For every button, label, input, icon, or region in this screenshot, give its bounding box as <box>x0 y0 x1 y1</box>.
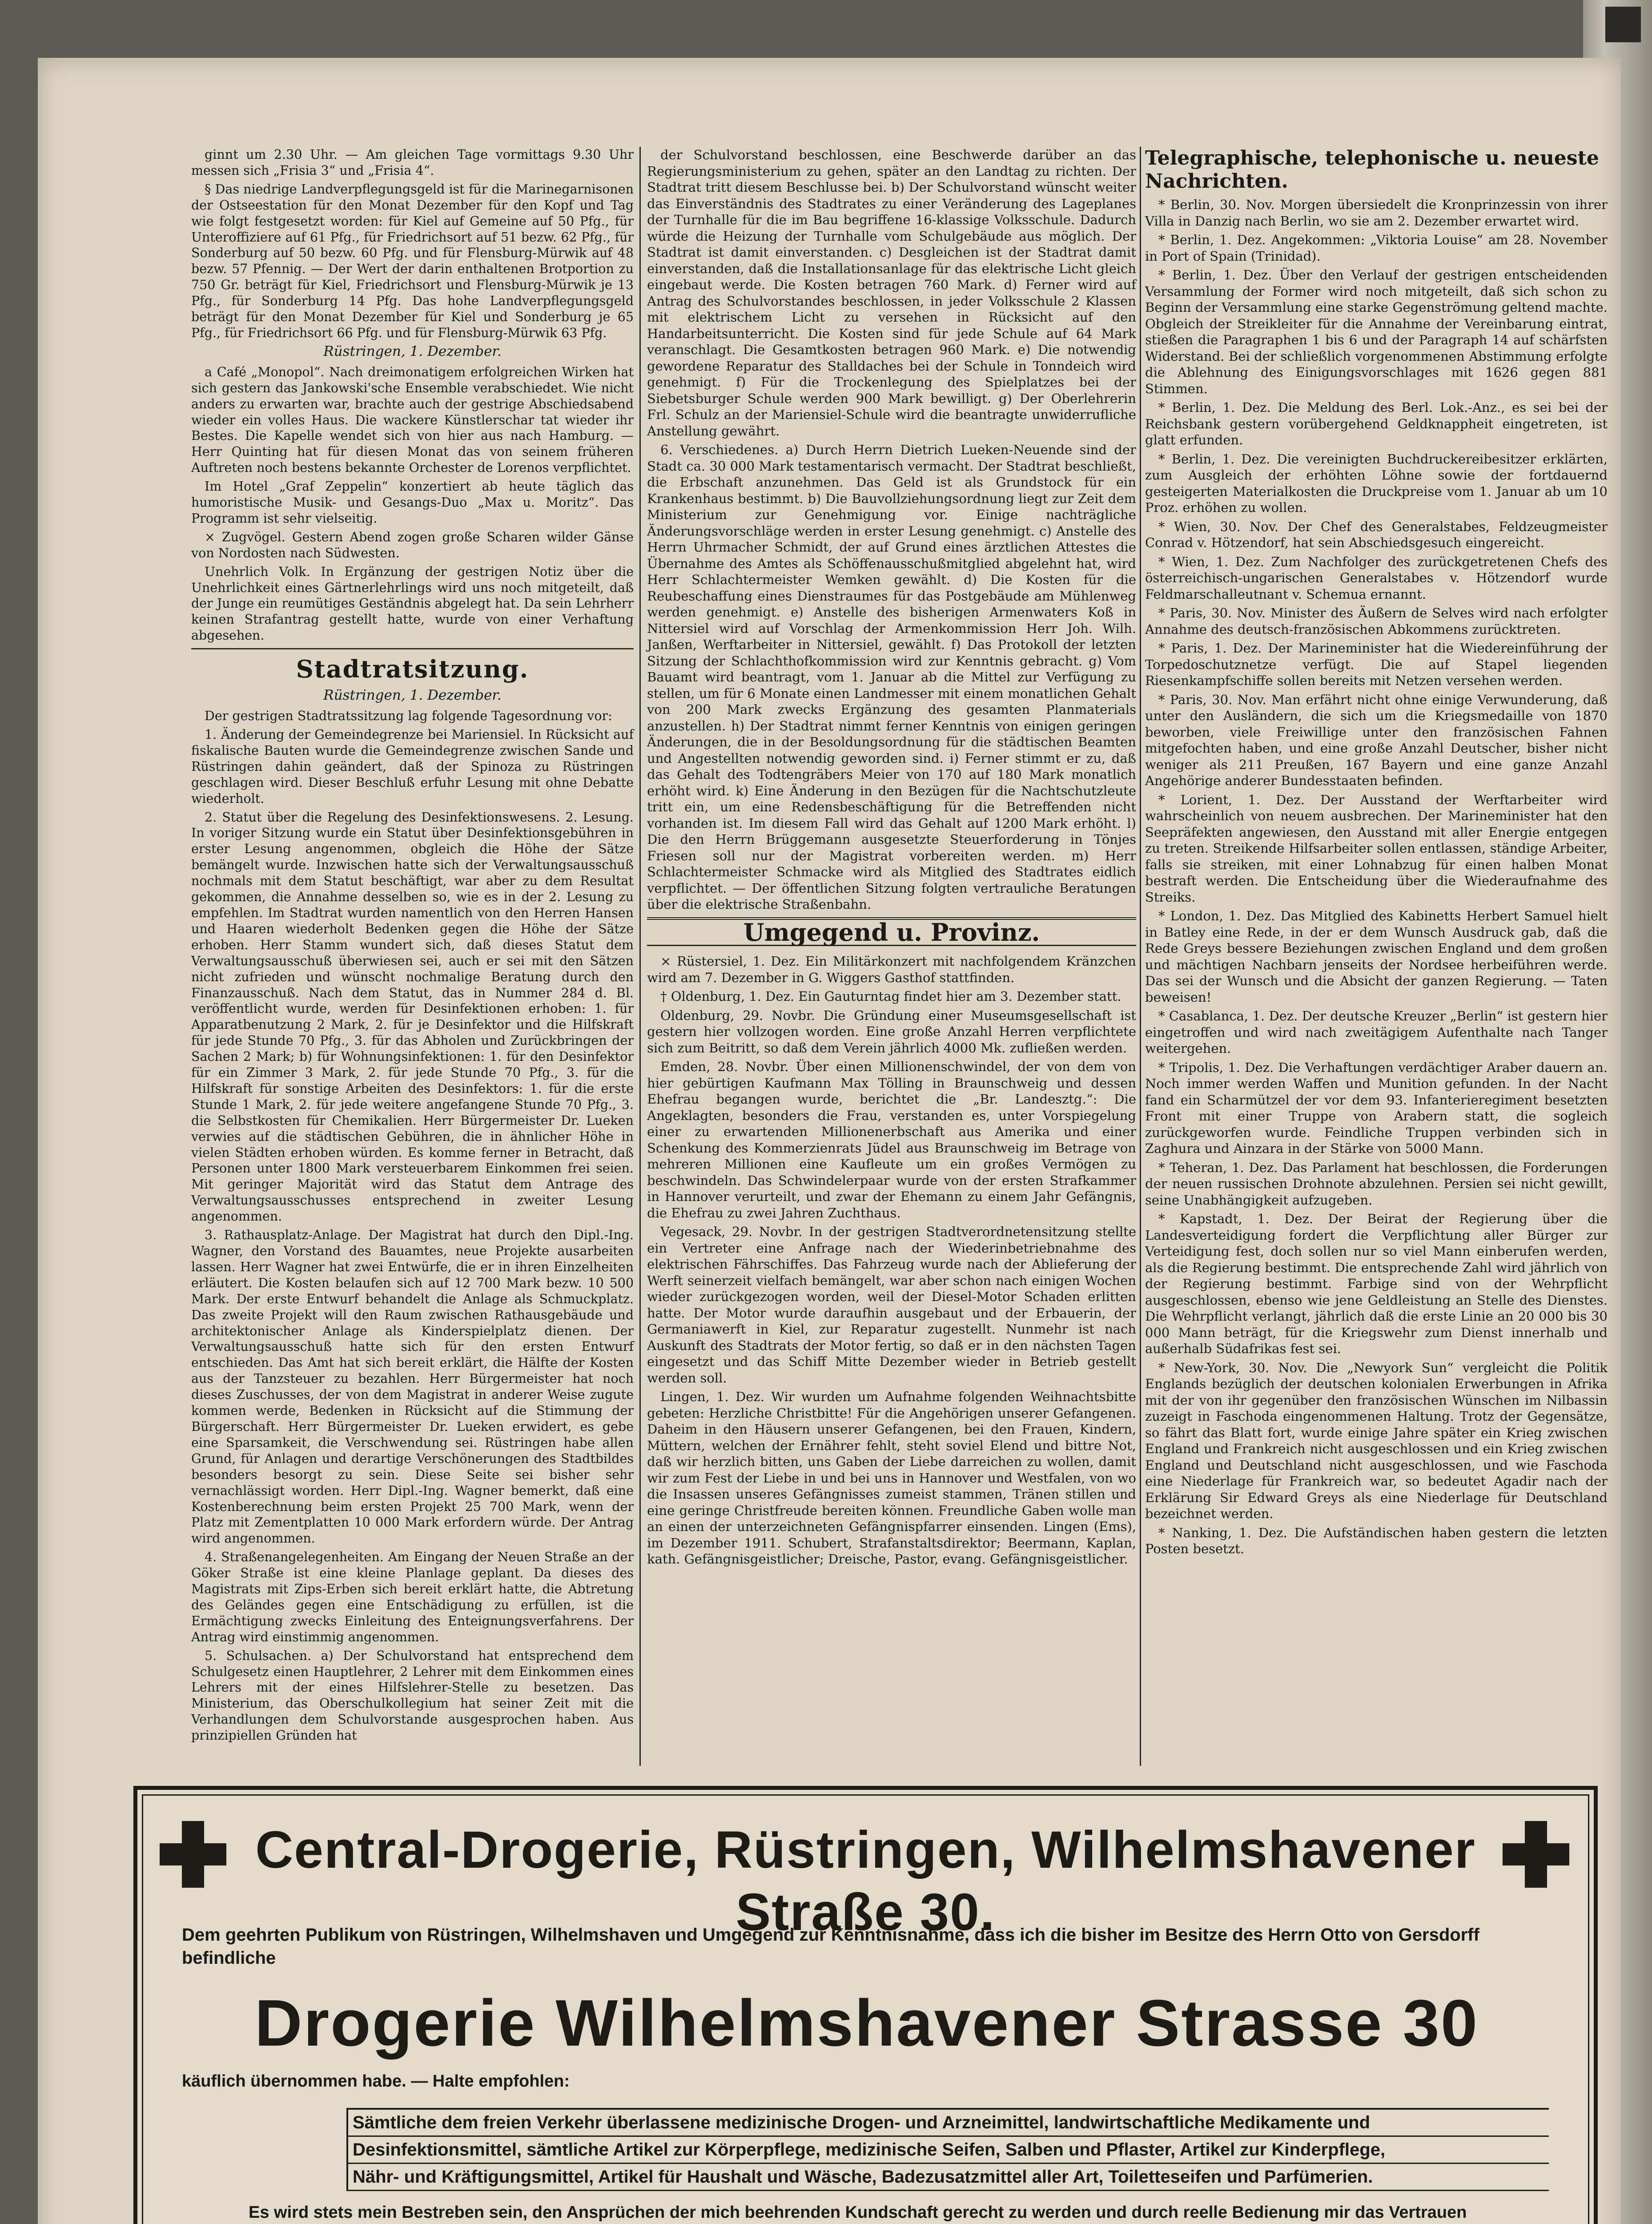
paragraph: Oldenburg, 29. Novbr. Die Gründung einer Museumsgesellschaft ist gestern hier vollzogen worden. Eine große Anzahl Herren verpflichtete sich zum Beitritt, so daß dem Verein jährlich 4000 Mk. zufließen werden. <box>647 1007 1136 1056</box>
paragraph: * Lorient, 1. Dez. Der Ausstand der Werftarbeiter wird wahrscheinlich von neuem ausbrechen. Der Marineminister hat den Seepräfekten angewiesen, den Ausstand mit aller Energie entgegen zu treten. Streikende Hilfsarbeiter sollen entlassen, ständige Arbeiter, falls sie streiken, mit einer Lohnabzug für einen halben Monat bestraft werden. Die Entscheidung über die Wiederaufnahme des Streiks. <box>1145 792 1608 905</box>
paragraph: 2. Statut über die Regelung des Desinfektionswesens. 2. Lesung. In voriger Sitzung wurde ein Statut über Desinfektionsgebühren in erster Lesung angenommen, obgleich die Höhe der Sätze bemängelt wurde. Inzwischen hatte sich der Verwaltungsausschuß nochmals mit dem Statut beschäftigt, war aber zu dem Resultat gekommen, die Annahme desselben so, wie es in der 2. Lesung zu empfehlen. Im Stadtrat wurden namentlich von den Herren Hansen und Haaren wiederholt Bedenken gegen die Höhe der Sätze erhoben. Herr Stamm wundert sich, daß dieses Statut dem Verwaltungsausschuß überwiesen sei, auch er sei mit den Sätzen nicht zufrieden und wünscht nochmalige Beratung durch den Finanzausschuß. Nach dem Statut, das in Nummer 284 d. Bl. veröffentlicht wurde, werden für Desinfektionen erhoben: 1. für Apparatbenutzung 2 Mark, 2. für je Desinfektor und die Hilfskraft für jede Stunde 70 Pfg., 3. für das Abholen und Zurückbringen der Sachen 2 Mark; b) für Wohnungsinfektionen: 1. für den Desinfektor für ein Zimmer 3 Mark, 2. für jede Stunde 70 Pfg., 3. für die Hilfskraft für sonstige Arbeiten des Desinfektors: 1. für die erste Stunde 1 Mark, 2. für jede weitere angefangene Stunde 70 Pfg., 3. die Selbstkosten für Chemikalien. Herr Bürgermeister Dr. Lueken verwies auf die städtischen Gebühren, die in ähnlicher Höhe in vielen Städten erhoben würden. Es komme ferner in Betracht, daß Personen unter 1800 Mark versteuerbarem Einkommen frei seien. Mit geringer Majorität wird das Statut dem Antrage des Verwaltungsausschusses entsprechend in zweiter Lesung angenommen. <box>191 810 634 1224</box>
paragraph: Im Hotel „Graf Zeppelin“ konzertiert ab heute täglich das humoristische Musik- und Gesangs-Duo „Max u. Moritz“. Das Programm ist sehr vielseitig. <box>191 479 634 526</box>
paragraph: * Berlin, 1. Dez. Über den Verlauf der gestrigen entscheidenden Versammlung der Former wird noch mitgeteilt, daß sich schon zu Beginn der Versammlung eine starke Gegenströmung geltend machte. Obgleich der Streikleiter für die Annahme der Vereinbarung eintrat, stießen die Paragraphen 1 bis 6 und der Paragraph 14 auf schärfsten Widerstand. Bei der schließlich vorgenommenen Abstimmung erfolgte die Ablehnung des Einigungsvorschlages mit 1626 gegen 881 Stimmen. <box>1145 267 1608 396</box>
section-heading-stadtrat: Stadtratsitzung. <box>296 655 529 684</box>
paragraph: Vegesack, 29. Novbr. In der gestrigen Stadtverordnetensitzung stellte ein Vertreter eine Anfrage nach der Wiederinbetriebnahme des elektrischen Fährschiffes. Das Fahrzeug wurde nach der Ablieferung der Werft seinerzeit vielfach bemängelt, war aber schon nach einigen Wochen wieder zurückgezogen worden, weil der Diesel-Motor Schaden erlitten hatte. Der Motor wurde daraufhin ausgebaut und der Erbauerin, der Germaniawerft in Kiel, zur Reparatur zugestellt. Nunmehr ist nach Auskunft des Stadtrats der Motor fertig, so daß er in den nächsten Tagen eingesetzt und das Schiff Mitte Dezember wieder in Betrieb gestellt werden soll. <box>647 1224 1136 1386</box>
dateline: Rüstringen, 1. Dezember. <box>323 687 502 704</box>
paragraph: * Wien, 1. Dez. Zum Nachfolger des zurückgetretenen Chefs des österreichisch-ungarischen Generalstabes v. Hötzendorf wurde Feldmarschalleutnant v. Schemua ernannt. <box>1145 554 1608 602</box>
advertisement-central-drogerie <box>133 1786 1598 2224</box>
ad-product-line: Desinfektionsmittel, sämtliche Artikel zur Körperpflege, medizinische Seifen, Salben und Pflaster, Artikel zur Kinderpflege, <box>348 2137 1549 2164</box>
paragraph: * Casablanca, 1. Dez. Der deutsche Kreuzer „Berlin“ ist gestern hier eingetroffen und wird nach zweitägigem Aufenthalte nach Tanger weitergehen. <box>1145 1008 1608 1056</box>
ad-product-line: Sämtliche dem freien Verkehr überlassene medizinische Drogen- und Arzneimittel, landwirtschaftliche Medikamente und <box>348 2110 1549 2137</box>
paragraph: * London, 1. Dez. Das Mitglied des Kabinetts Herbert Samuel hielt in Batley eine Rede, in der er dem Wunsch Ausdruck gab, daß die Rede Greys bessere Beziehungen zwischen England und dem großen und mächtigen Nachbarn jenseits der Nordsee herbeiführen werde. Das sei der Wunsch und die Absicht der ganzen Regierung. — Taten beweisen! <box>1145 908 1608 1005</box>
paragraph: * Paris, 30. Nov. Minister des Äußern de Selves wird nach erfolgter Annahme des deutsch-französischen Abkommens zurücktreten. <box>1145 605 1608 637</box>
divider <box>191 648 634 649</box>
paragraph: * Berlin, 1. Dez. Angekommen: „Viktoria Louise“ am 28. November in Port of Spain (Trinidad). <box>1145 232 1608 264</box>
paragraph: × Zugvögel. Gestern Abend zogen große Scharen wilder Gänse von Nordosten nach Südwesten. <box>191 529 634 560</box>
section-heading-telegraph: Telegraphische, telephonische u. neueste Nachrichten. <box>1145 147 1599 193</box>
paragraph: Der gestrigen Stadtratssitzung lag folgende Tagesordnung vor: <box>205 709 612 724</box>
paragraph: * Teheran, 1. Dez. Das Parlament hat beschlossen, die Forderungen der neuen russischen Drohnote abzulehnen. Persien sei nicht gewillt, seine Unabhängigkeit aufzugeben. <box>1145 1160 1608 1208</box>
dateline: Rüstringen, 1. Dezember. <box>323 343 502 359</box>
paragraph: * Berlin, 1. Dez. Die vereinigten Buchdruckereibesitzer erklärten, zum Ausgleich der erhöhten Löhne sowie der fortdauernd gesteigerten Materialkosten die Druckpreise vom 1. Januar ab um 10 Proz. erhöhen zu wollen. <box>1145 451 1608 515</box>
paragraph: Emden, 28. Novbr. Über einen Millionenschwindel, der von dem von hier gebürtigen Kaufmann Max Tölling in Braunschweig und dessen Ehefrau begangen wurde, berichtet die „Br. Landesztg.“: Die Angeklagten, besonders die Frau, verstanden es, unter Vorspiegelung einer zu erwartenden Millionenerbschaft aus Amerika und einer Schenkung des Kommerzienrats Jüdel aus Braunschweig im Betrage von mehreren Millionen eine Kaufleute um ein großes Vermögen zu beschwindeln. Das Schwindelerpaar wurde von der ersten Strafkammer in Hannover verurteilt, und zwar der Ehemann zu einem Jahr Gefängnis, die Ehefrau zu zwei Jahren Zuchthaus. <box>647 1059 1136 1221</box>
paragraph: * Nanking, 1. Dez. Die Aufständischen haben gestern die letzten Posten besetzt. <box>1145 1525 1608 1556</box>
paragraph: * New-York, 30. Nov. Die „Newyork Sun“ vergleicht die Politik Englands bezüglich der deutschen kolonialen Erwerbungen in Afrika mit der von ihr gegenüber den französischen Wünschen im Nilbassin zuzeigt in Faschoda eingenommenen Haltung. Trotz der Gegensätze, so fährt das Blatt fort, wurde einige Jahre später ein Krieg zwischen England und Frankreich nicht ausgeschlossen und ein Krieg zwischen England und Deutschland nicht ausgeschlossen, und wie Faschoda eine Niederlage für Frankreich war, so bedeutet Agadir nach der Erklärung Sir Edward Greys als eine Niederlage für Deutschland bezeichnet werden. <box>1145 1360 1608 1521</box>
column-3 <box>1145 147 1608 1560</box>
ad-closing: Es wird stets mein Bestreben sein, den Ansprüchen der mich beehrenden Kundschaft gerecht zu werden und durch reelle Bedienung mir das Vertrauen <box>249 2203 1467 2222</box>
ad-intro: Dem geehrten Publikum von Rüstringen, Wilhelmshaven und Umgegend zur Kenntnisnahme, dass ich die bisher im Besitze des Herrn Otto von Gersdorff befindliche <box>182 1925 1479 1968</box>
paragraph: § Das niedrige Landverpflegungsgeld ist für die Marinegarnisonen der Ostseestation für den Monat Dezember für den Kopf und Tag wie folgt festgesetzt worden: für Kiel auf Gemeine auf 50 Pfg., für Unteroffiziere auf 61 Pfg., für Friedrichsort auf 51 bezw. 62 Pfg., für Sonderburg auf 50 bezw. 60 Pfg. und für Flensburg-Mürwik auf 48 bezw. 57 Pfennig. — Der Wert der darin enthaltenen Brotportion zu 750 Gr. beträgt für Kiel, Friedrichsort und Flensburg-Mürwik je 13 Pfg., für Sonderburg 14 Pfg. Das hohe Landverpflegungsgeld beträgt für den Monat Dezember für Kiel und Sonderburg je 65 Pfg., für Friedrichsort 66 Pfg. und für Flensburg-Mürwik 63 Pfg. <box>191 181 634 340</box>
column-2 <box>647 147 1136 1570</box>
paragraph: * Tripolis, 1. Dez. Die Verhaftungen verdächtiger Araber dauern an. Noch immer werden Waffen und Munition gefunden. In der Nacht fand ein Scharmützel der vor dem 93. Infanterieregiment besetzten Front mit einer Truppe von Arabern statt, die sogleich zurückgeworfen wurde. Feindliche Truppen verbinden sich in Zaghura und Ainzara in der Stärke von 5000 Mann. <box>1145 1060 1608 1156</box>
page-tab-marker <box>1605 7 1641 42</box>
paragraph: 6. Verschiedenes. a) Durch Herrn Dietrich Lueken-Neuende sind der Stadt ca. 30 000 Mark testamentarisch vermacht. Der Stadtrat beschließt, die Erbschaft anzunehmen. Das Geld ist als Grundstock für ein Krankenhaus bestimmt. b) Die Bauvollziehungsordnung liegt zur Zeit dem Ministerium zur Genehmigung vor. Einige nachträgliche Änderungsvorschläge werden in erster Lesung genehmigt. c) Anstelle des Herrn Uhrmacher Schmidt, der auf Grund eines ärztlichen Attestes die Übernahme des Amtes als Schöffenausschußmitglied abgelehnt hat, wird Herr Schlachtermeister Wemken gewählt. d) Die Kosten für die Reubeschaffung eines Dienstraumes für das Postgebäude am Mühlenweg werden genehmigt. e) Anstelle des bisherigen Armenwaters Koß in Nittersiel wird auf Vorschlag der Armenkommission Herr Joh. Wilh. Janßen, Werftarbeiter in Nittersiel, gewählt. f) Das Protokoll der letzten Sitzung der Schlachthofkommission wird zur Kenntnis gebracht. g) Vom Bauamt wird beantragt, vom 1. Januar ab die Mittel zur Verfügung zu stellen, um für 6 Monate einen Landmesser mit einem monatlichen Gehalt von 200 Mark zwecks Ergänzung des gesamten Planmaterials anzustellen. h) Der Stadtrat nimmt ferner Kenntnis von einigen geringen Änderungen, die in der Besoldungsordnung für die städtischen Beamten und Angestellten notwendig geworden sind. i) Ferner stimmt er zu, daß das Gehalt des Todtengräbers Meier von 170 auf 180 Mark monatlich erhöht wird. k) Eine Änderung in den Bezügen für die Nachtschutzleute tritt ein, um eine Redensbeschäftigung für die Betreffenden nicht vorhanden ist. Im diesem Fall wird das Gehalt auf 1200 Mark erhöht. l) Die den Herrn Brüggemann ausgesetzte Steuerforderung in Tönjes Friesen soll nur der Magistrat vorbereiten werden. m) Herr Schlachtermeister Schmacke wird als Mitglied des Stadtrates eidlich verpflichtet. — Der öffentlichen Sitzung folgten vertrauliche Beratungen über die elektrische Straßenbahn. <box>647 442 1136 912</box>
column-rule <box>639 147 641 1766</box>
column-1 <box>191 147 634 1746</box>
paragraph: a Café „Monopol“. Nach dreimonatigem erfolgreichen Wirken hat sich gestern das Jankowski'sche Ensemble verabschiedet. Wie nicht anders zu erwarten war, brachte auch der gestrige Abschiedsabend wieder ein volles Haus. Die wackere Künstlerschar tat wieder ihr Bestes. Die Kapelle wendet sich von hier aus nach Hamburg. — Herr Quinting hat für diesen Monat das von seinem früheren Auftreten noch bestens bekannte Orchester de Lorenos verpflichtet. <box>191 364 634 475</box>
paragraph: 3. Rathausplatz-Anlage. Der Magistrat hat durch den Dipl.-Ing. Wagner, den Vorstand des Bauamtes, neue Projekte ausarbeiten lassen. Herr Wagner hat zwei Entwürfe, die er in ihren Einzelheiten erläutert. Die Kosten belaufen sich auf 12 700 Mark bezw. 10 500 Mark. Der erste Entwurf behandelt die Anlage als Schmuckplatz. Das zweite Projekt will den Raum zwischen Rathausgebäude und architektonischer Anlage als Kinderspielplatz dienen. Der Verwaltungsausschuß hatte sich für den ersten Entwurf entschieden. Das Amt hat sich bereit erklärt, die Hälfte der Kosten aus der Tanzsteuer zu bezahlen. Herr Bürgermeister hat noch dieses Zuschusses, der von dem Magistrat in anderer Weise zugute kommen werde, Bedenken in Rücksicht auf die Stimmung der Bürgerschaft. Herr Bürgermeister Dr. Lueken erwidert, es gebe eine Sparsamkeit, die Verschwendung sei. Rüstringen habe allen Grund, für Anlagen und derartige Verschönerungen des Stadtbildes besonders besorgt zu sein. Diese Seite sei bisher sehr vernachlässigt worden. Herr Dipl.-Ing. Wagner bemerkt, daß eine Kostenberechnung beim ersten Projekt 25 700 Mark, wenn der Platz mit Zementplatten 10 000 Mark erfordern würde. Der Antrag wird angenommen. <box>191 1228 634 1546</box>
paragraph: 4. Straßenangelegenheiten. Am Eingang der Neuen Straße an der Göker Straße ist eine kleine Planlage geplant. Da dieses des Magistrats mit Zips-Erben sich bereit erklärt hatte, die Abtretung des Geländes gegen eine Entschädigung zu erfüllen, ist die Ermächtigung zwecks Einleitung des Enteignungsverfahrens. Der Antrag wird einstimmig angenommen. <box>191 1550 634 1644</box>
paragraph: der Schulvorstand beschlossen, eine Beschwerde darüber an das Regierungsministerium zu gehen, später an den Landtag zu richten. Der Stadtrat tritt diesem Beschlusse bei. b) Der Schulvorstand wünscht weiter das Einverständnis des Stadtrates zu einer Veränderung des Lageplanes der Turnhalle für die im Bau begriffene 16-klassige Volksschule. Dadurch würde die Heizung der Turnhalle vom Schulgebäude aus möglich. Der Stadtrat ist damit einverstanden. c) Desgleichen ist der Stadtrat damit einverstanden, daß die Installationsanlage für das elektrische Licht gleich eingebaut werde. Die Kosten betragen 760 Mark. d) Ferner wird auf Antrag des Schulvorstandes beschlossen, in jeder Volksschule 2 Klassen mit elektrischem Licht zu versehen in Rücksicht auf den Handarbeitsunterricht. Die Kosten sind für jede Schule auf 64 Mark veranschlagt. Die Gesamtkosten betragen 960 Mark. e) Die notwendig gewordene Reparatur des Stalldaches bei der Schule in Tonndeich wird genehmigt. f) Für die Trockenlegung des Spielplatzes bei der Siebetsburger Schule werden 900 Mark bewilligt. g) Der Oberlehrerin Frl. Schulz an der Mariensiel-Schule wird die beantragte unwiderrufliche Anstellung gewährt. <box>647 147 1136 439</box>
paragraph: * Berlin, 1. Dez. Die Meldung des Berl. Lok.-Anz., es sei bei der Reichsbank gestern vorübergehend Geldknappheit eingetreten, ist glatt erfunden. <box>1145 400 1608 447</box>
ad-product-box <box>346 2108 1549 2191</box>
paragraph: Unehrlich Volk. In Ergänzung der gestrigen Notiz über die Unehrlichkeit eines Gärtnerlehrlings wird uns noch mitgeteilt, daß der Junge ein reumütiges Geständnis abgelegt hat. Da sein Lehrherr keinen Strafantrag gestellt hatte, wurde von einer Verhaftung abgesehen. <box>191 564 634 643</box>
paragraph: Lingen, 1. Dez. Wir wurden um Aufnahme folgenden Weihnachtsbitte gebeten: Herzliche Christbitte! Für die Angehörigen unserer Gefangenen. Daheim in den Häusern unserer Gefangenen, bei den Frauen, Kindern, Müttern, welchen der Ernährer fehlt, steht soviel Elend und bittre Not, daß wir herzlich bitten, uns Gaben der Liebe darreichen zu wollen, damit wir zum Fest der Liebe in und bei uns in Hannover und Westfalen, von wo die Insassen unseres Gefängnisses zumeist stammen, Tränen stillen und eine geringe Christfreude bereiten können. Freundliche Gaben wolle man an einen der unterzeichneten Gefängnispfarrer einsenden. Lingen (Ems), im Dezember 1911. Schubert, Strafanstaltsdirektor; Beermann, Kaplan, kath. Gefängnisgeistlicher; Dreische, Pastor, evang. Gefängnisgeistlicher. <box>647 1389 1136 1567</box>
ad-product-line: Nähr- und Kräftigungsmittel, Artikel für Haushalt und Wäsche, Badezusatzmittel aller Art, Toiletteseifen und Parfümerien. <box>348 2164 1549 2191</box>
paragraph: 1. Änderung der Gemeindegrenze bei Mariensiel. In Rücksicht auf fiskalische Bauten wurde die Gemeindegrenze zwischen Sande und Rüstringen dahin geändert, daß der Spinoza zu Rüstringen geschlagen wird. Dieser Beschluß erfuhr Lesung mit ohne Debatte wiederholt. <box>191 727 634 806</box>
ad-line: käuflich übernommen habe. — Halte empfohlen: <box>182 2072 570 2091</box>
paragraph: × Rüstersiel, 1. Dez. Ein Militärkonzert mit nachfolgendem Kränzchen wird am 7. Dezember in G. Wiggers Gasthof stattfinden. <box>647 954 1136 985</box>
paragraph: * Kapstadt, 1. Dez. Der Beirat der Regierung über die Landesverteidigung fordert die Verpflichtung aller Bürger zur Verteidigung fest, doch sollen nur so viel Mann einberufen werden, als die Regierung bestimmt. Die entsprechende Zahl wird jährlich von der Regierung bestimmt. Farbige sind von der Wehrpflicht ausgeschlossen, ebenso wie jene Geldleistung an Stelle des Dienstes. Die Wehrpflicht verlangt, jährlich daß die erste Linie an 20 000 bis 30 000 Mann beträgt, für die Kriegswehr zum Dienst innerhalb und außerhalb Südafrikas fest sei. <box>1145 1211 1608 1356</box>
ad-shop-name: Drogerie Wilhelmshavener Strasse 30 <box>254 1986 1479 2060</box>
paragraph: * Berlin, 30. Nov. Morgen übersiedelt die Kronprinzessin von ihrer Villa in Danzig nach Berlin, wo sie am 2. Dezember erwartet wird. <box>1145 197 1608 229</box>
paragraph: 5. Schulsachen. a) Der Schulvorstand hat entsprechend dem Schulgesetz einen Hauptlehrer, 2 Lehrer mit dem Einkommen eines Lehrers mit der eines Hilfslehrer-Stelle zu besetzen. Das Ministerium, das Oberschulkollegium hat seiner Zeit mit die Verhandlungen dem Schulvorstande ausgesprochen haben. Aus prinzipiellen Gründen hat <box>191 1648 634 1743</box>
section-heading-umgegend: Umgegend u. Provinz. <box>647 917 1136 947</box>
ad-title: Central-Drogerie, Rüstringen, Wilhelmshavener Straße 30. <box>255 1821 1476 1942</box>
paragraph: * Paris, 1. Dez. Der Marineminister hat die Wiedereinführung der Torpedoschutznetze verfügt. Die auf Stapel liegenden Riesenkampfschiffe sollen bereits mit Netzen versehen werden. <box>1145 641 1608 688</box>
paragraph: * Paris, 30. Nov. Man erfährt nicht ohne einige Verwunderung, daß unter den Ausländern, die sich um die Kriegsmedaille von 1870 beworben, viele Freiwillige unter den französischen Fahnen mitgefochten haben, und eine große Anzahl Deutscher, bisher nicht weniger als 211 Preußen, 167 Bayern und eine ganze Anzahl Angehörige anderer Bundesstaaten befinden. <box>1145 692 1608 788</box>
column-rule <box>1140 147 1141 1766</box>
paragraph: † Oldenburg, 1. Dez. Ein Gauturntag findet hier am 3. Dezember statt. <box>660 989 1121 1004</box>
paragraph: * Wien, 30. Nov. Der Chef des Generalstabes, Feldzeugmeister Conrad v. Hötzendorf, hat sein Abschiedsgesuch eingereicht. <box>1145 519 1608 550</box>
paragraph: ginnt um 2.30 Uhr. — Am gleichen Tage vormittags 9.30 Uhr messen sich „Frisia 3“ und „Frisia 4“. <box>191 147 634 178</box>
